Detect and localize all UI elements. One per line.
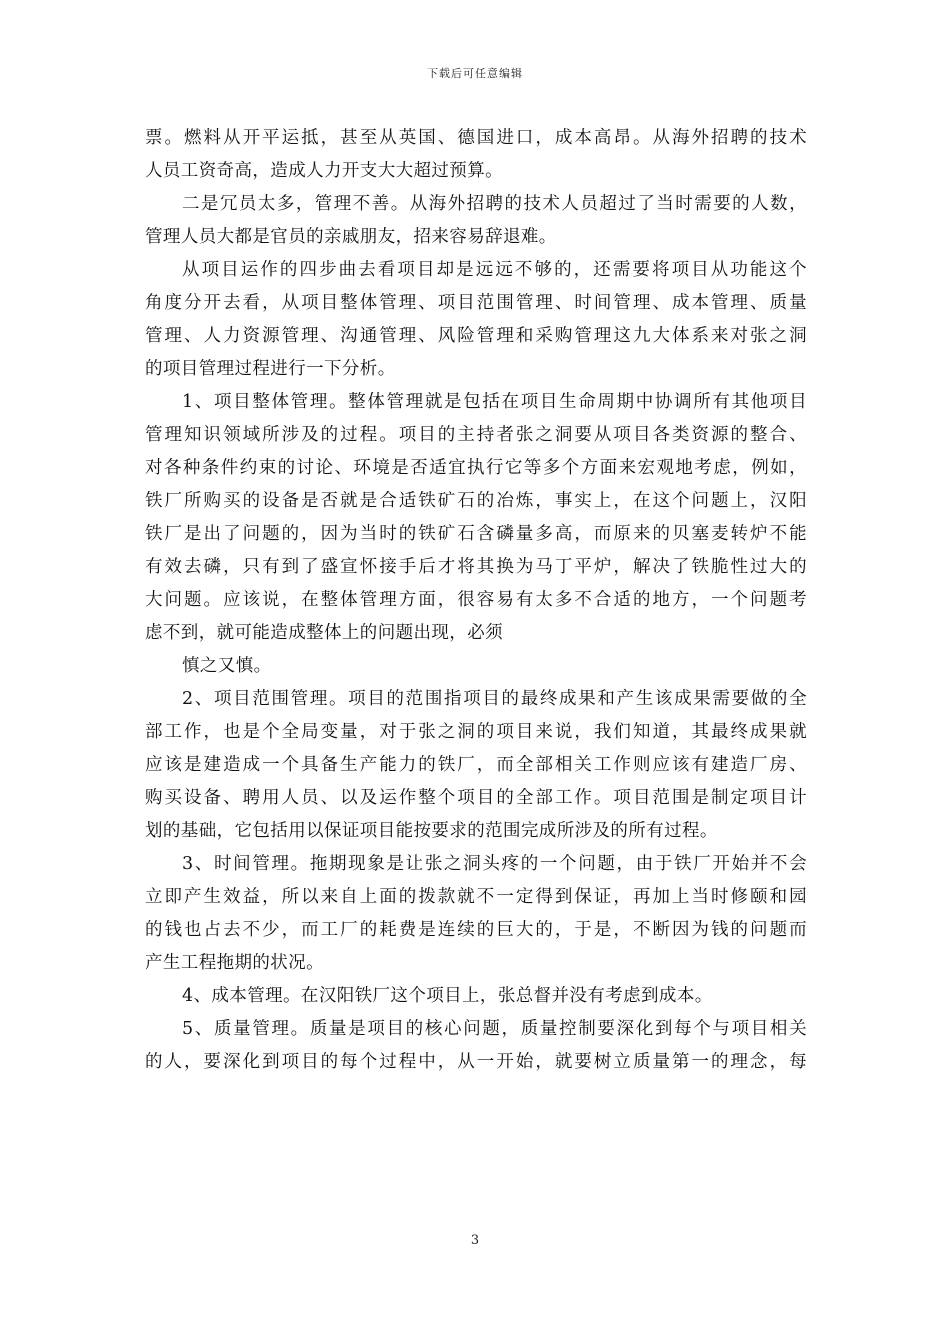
document-body xyxy=(145,122,807,1079)
text-line: 管理、人力资源管理、沟通管理、风险管理和采购管理这九大体系来对张之洞 xyxy=(145,326,807,346)
text-line: 铁厂是出了问题的，因为当时的铁矿石含磷量多高，而原来的贝塞麦转炉不能 xyxy=(145,524,807,544)
text-line: 虑不到，就可能造成整体上的问题出现，必须 xyxy=(145,623,503,643)
text-line: 2、项目范围管理。项目的范围指项目的最终成果和产生该成果需要做的全 xyxy=(182,689,807,709)
page-number: 3 xyxy=(470,1233,480,1248)
text-line: 产生工程拖期的状况。 xyxy=(145,953,324,973)
text-line: 的钱也占去不少，而工厂的耗费是连续的巨大的，于是，不断因为钱的问题而 xyxy=(145,920,807,940)
text-line: 角度分开去看，从项目整体管理、项目范围管理、时间管理、成本管理、质量 xyxy=(145,293,807,313)
text-line: 慎之又慎。 xyxy=(182,656,272,676)
text-line: 对各种条件约束的讨论、环境是否适宜执行它等多个方面来宏观地考虑，例如， xyxy=(145,458,807,478)
text-line: 购买设备、聘用人员、以及运作整个项目的全部工作。项目范围是制定项目计 xyxy=(145,788,807,808)
text-line: 大问题。应该说，在整体管理方面，很容易有太多不合适的地方，一个问题考 xyxy=(145,590,807,610)
paragraph xyxy=(145,188,807,254)
paragraph xyxy=(145,1013,807,1079)
text-line: 3、时间管理。拖期现象是让张之洞头疼的一个问题，由于铁厂开始并不会 xyxy=(182,854,807,874)
text-line: 4、成本管理。在汉阳铁厂这个项目上，张总督并没有考虑到成本。 xyxy=(182,986,713,1006)
text-line: 的项目管理过程进行一下分析。 xyxy=(145,359,396,379)
paragraph xyxy=(145,122,807,188)
paragraph xyxy=(145,683,807,848)
text-line: 立即产生效益，所以来自上面的拨款就不一定得到保证，再加上当时修颐和园 xyxy=(145,887,807,907)
text-line: 人员工资奇高，造成人力开支大大超过预算。 xyxy=(145,161,503,181)
text-line: 划的基础，它包括用以保证项目能按要求的范围完成所涉及的所有过程。 xyxy=(145,821,718,841)
text-line: 1、项目整体管理。整体管理就是包括在项目生命周期中协调所有其他项目 xyxy=(182,392,807,412)
text-line: 的人，要深化到项目的每个过程中，从一开始，就要树立质量第一的理念，每 xyxy=(145,1052,807,1072)
text-line: 有效去磷，只有到了盛宣怀接手后才将其换为马丁平炉，解决了铁脆性过大的 xyxy=(145,557,807,577)
text-line: 铁厂所购买的设备是否就是合适铁矿石的冶炼，事实上，在这个问题上，汉阳 xyxy=(145,491,807,511)
text-line: 二是冗员太多，管理不善。从海外招聘的技术人员超过了当时需要的人数， xyxy=(182,194,807,214)
text-line: 5、质量管理。质量是项目的核心问题，质量控制要深化到每个与项目相关 xyxy=(182,1019,807,1039)
paragraph xyxy=(145,386,807,650)
text-line: 部工作，也是个全局变量，对于张之洞的项目来说，我们知道，其最终成果就 xyxy=(145,722,807,742)
paragraph xyxy=(145,254,807,386)
paragraph xyxy=(145,848,807,980)
text-line: 管理知识领域所涉及的过程。项目的主持者张之洞要从项目各类资源的整合、 xyxy=(145,425,807,445)
page-header: 下载后可任意编辑 xyxy=(427,67,523,80)
text-line: 应该是建造成一个具备生产能力的铁厂，而全部相关工作则应该有建造厂房、 xyxy=(145,755,807,775)
paragraph xyxy=(145,980,807,1013)
text-line: 从项目运作的四步曲去看项目却是远远不够的，还需要将项目从功能这个 xyxy=(182,260,807,280)
paragraph xyxy=(145,650,807,683)
text-line: 管理人员大都是官员的亲戚朋友，招来容易辞退难。 xyxy=(145,227,557,247)
text-line: 票。燃料从开平运抵，甚至从英国、德国进口，成本高昂。从海外招聘的技术 xyxy=(145,128,807,148)
